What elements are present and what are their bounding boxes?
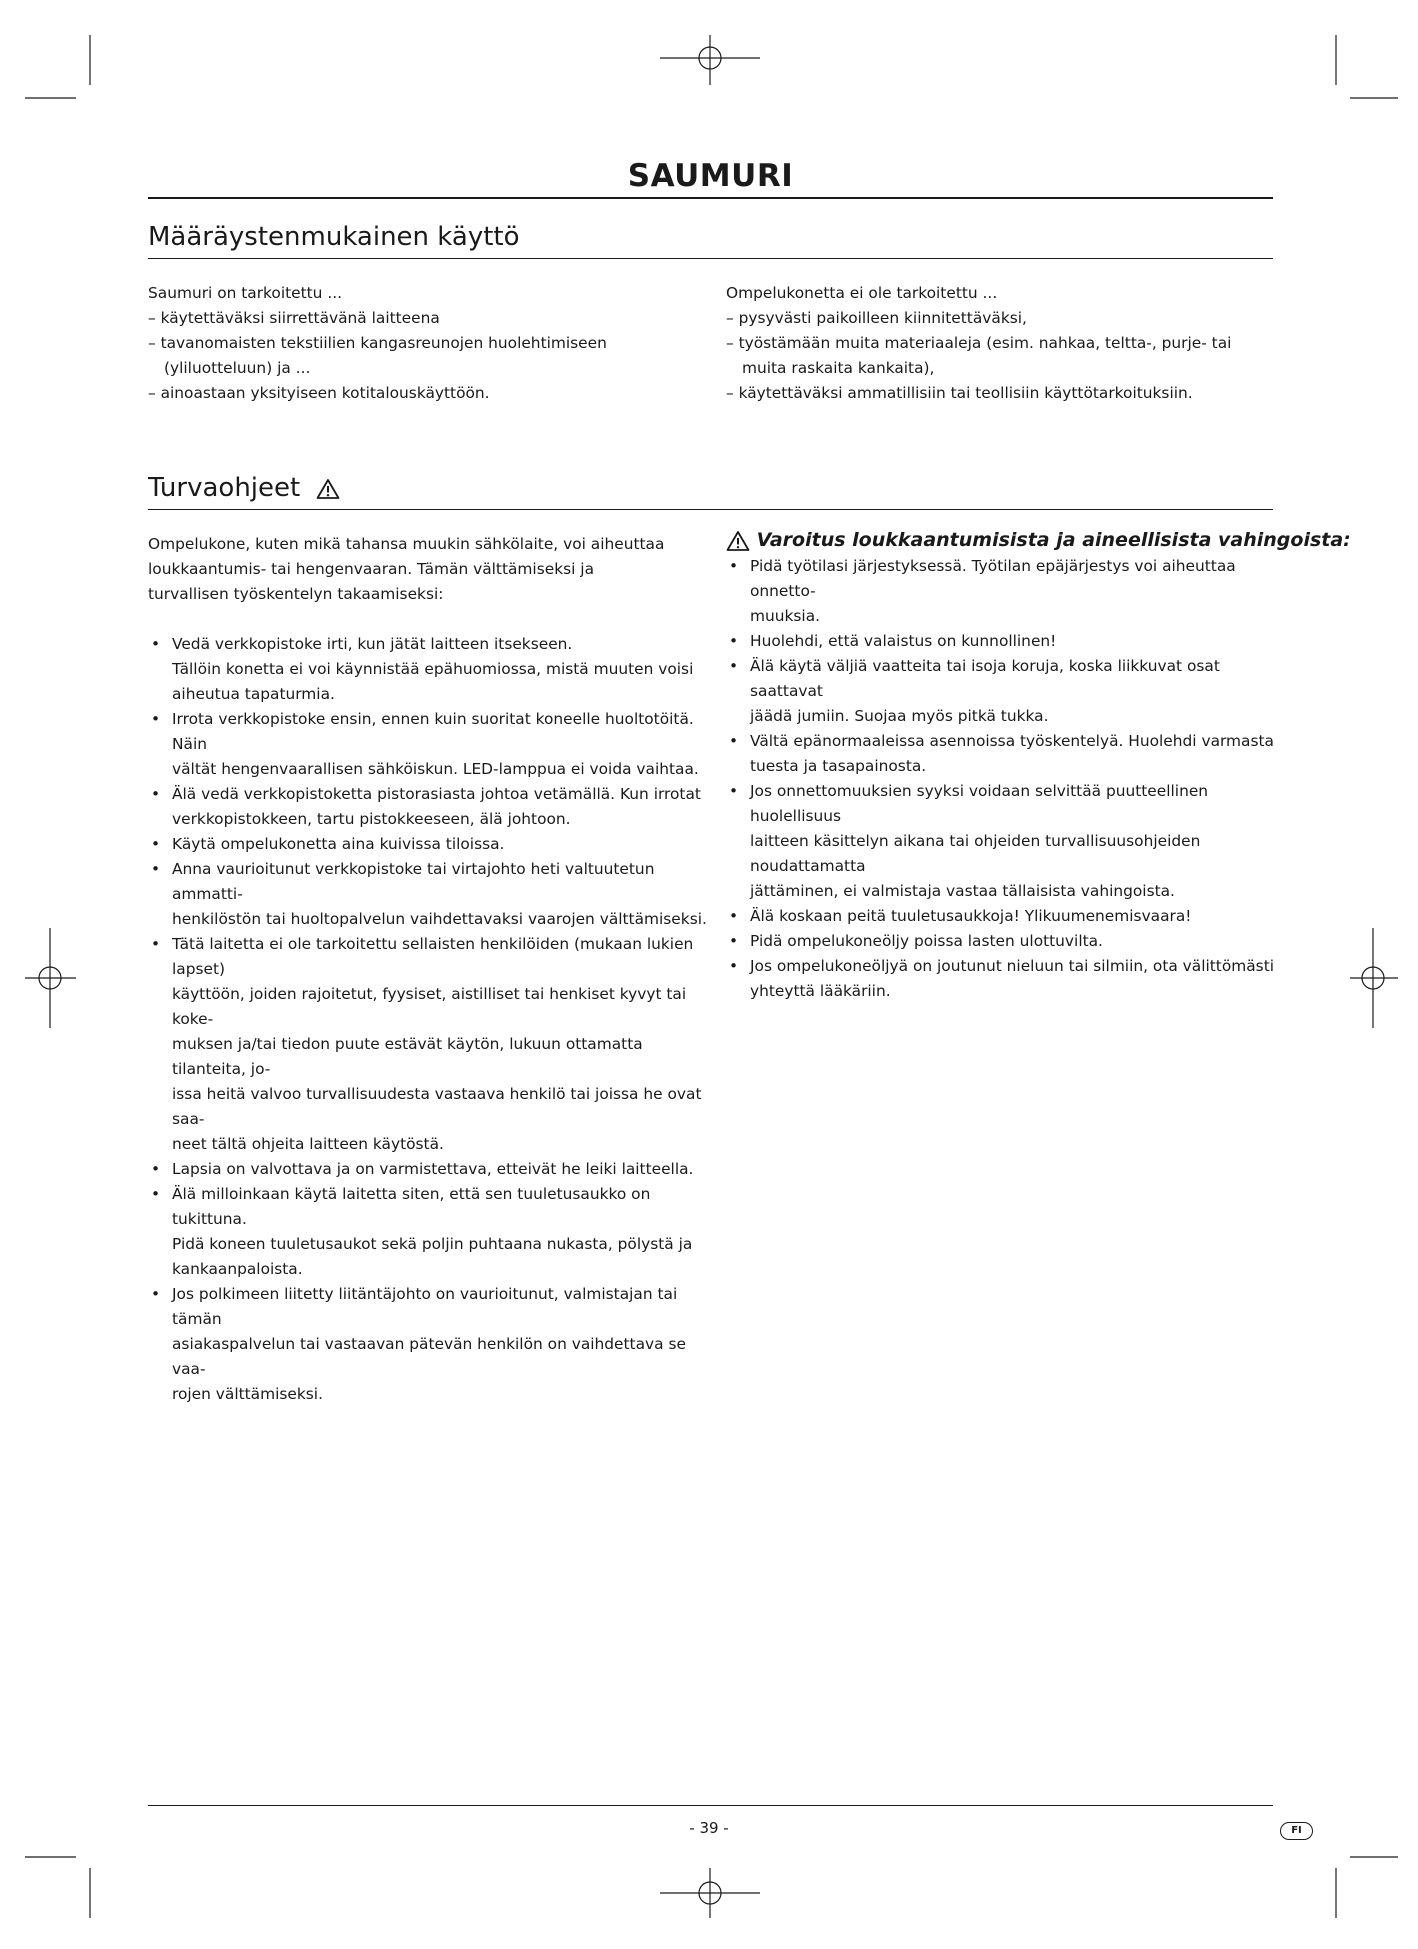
footer-rule <box>148 1805 1273 1806</box>
list-item-line: • Älä vedä verkkopistoketta pistorasiasta johtoa vetämällä. Kun irrotat <box>172 785 701 803</box>
intended-use-item: – käytettäväksi siirrettävänä laitteena <box>148 309 440 327</box>
intended-use-intro: Saumuri on tarkoitettu ... <box>148 284 343 302</box>
page-title: SAUMURI <box>627 158 794 194</box>
list-item-line: • Irrota verkkopistoke ensin, ennen kuin suoritat koneelle huoltotöitä. Näin <box>172 710 694 753</box>
list-item-line: • Älä käytä väljiä vaatteita tai isoja koruja, koska liikkuvat osat saattavat <box>750 657 1220 700</box>
list-item-line: käyttöön, joiden rajoitetut, fyysiset, aistilliset tai henkiset kyvyt tai koke- <box>172 985 687 1028</box>
list-item-line: • Pidä ompelukoneöljy poissa lasten ulottuvilta. <box>750 932 1103 950</box>
list-item-line: • Lapsia on valvottava ja on varmistettava, etteivät he leiki laitteella. <box>172 1160 694 1178</box>
list-item-line: Tällöin konetta ei voi käynnistää epähuomiossa, mistä muuten voisi <box>172 660 694 678</box>
not-intended-use-item: – käytettäväksi ammatillisiin tai teollisiin käyttötarkoituksiin. <box>726 384 1193 402</box>
list-item-line: vältät hengenvaarallisen sähköiskun. LED-lamppua ei voida vaihtaa. <box>172 760 699 778</box>
safety-intro-line: loukkaantumis- tai hengenvaaran. Tämän välttämiseksi ja <box>148 560 594 578</box>
safety-intro-line: Ompelukone, kuten mikä tahansa muukin sähkölaite, voi aiheuttaa <box>148 535 665 553</box>
registration-target-top <box>660 35 760 85</box>
list-item <box>148 1182 708 1282</box>
list-item <box>148 782 708 832</box>
safety-intro-line: turvallisen työskentelyn takaamiseksi: <box>148 585 444 603</box>
list-item <box>148 707 708 782</box>
list-item-line: rojen välttämiseksi. <box>172 1385 323 1403</box>
list-item-line: jättäminen, ei valmistaja vastaa tällaisista vahingoista. <box>750 882 1175 900</box>
warning-heading-text: Varoitus loukkaantumisista ja aineellisista vahingoista: <box>756 529 1351 551</box>
section-heading-intended-use: Määräystenmukainen käyttö <box>148 222 520 252</box>
list-item-line: • Anna vaurioitunut verkkopistoke tai virtajohto heti valtuutetun ammatti- <box>172 860 655 903</box>
list-item <box>148 932 708 1157</box>
list-item-line: issa heitä valvoo turvallisuudesta vastaava henkilö tai joissa he ovat saa- <box>172 1085 702 1128</box>
list-item <box>726 629 1286 654</box>
list-item-line: • Huolehdi, että valaistus on kunnollinen! <box>750 632 1057 650</box>
list-item-line: • Älä koskaan peitä tuuletusaukkoja! Ylikuumenemisvaara! <box>750 907 1192 925</box>
list-item-line: • Vältä epänormaaleissa asennoissa työskentelyä. Huolehdi varmasta <box>750 732 1274 750</box>
page-number: - 39 - <box>689 1819 729 1837</box>
not-intended-use-item: – pysyvästi paikoilleen kiinnitettäväksi, <box>726 309 1027 327</box>
list-item-line: • Älä milloinkaan käytä laitetta siten, että sen tuuletusaukko on tukittuna. <box>172 1185 651 1228</box>
list-item-line: jäädä jumiin. Suojaa myös pitkä tukka. <box>750 707 1049 725</box>
list-item <box>726 904 1286 929</box>
list-item <box>148 832 708 857</box>
list-item <box>148 1282 708 1407</box>
safety-right-bullet-list <box>726 554 1286 1004</box>
safety-intro <box>148 532 708 607</box>
section-rule-intended-use <box>148 258 1273 259</box>
list-item <box>726 654 1286 729</box>
list-item <box>726 954 1286 1004</box>
language-badge: FI <box>1280 1822 1313 1840</box>
list-item-line: Pidä koneen tuuletusaukot sekä poljin puhtaana nukasta, pölystä ja <box>172 1235 693 1253</box>
registration-target-right <box>1350 928 1398 1028</box>
intended-use-item: – tavanomaisten tekstiilien kangasreunojen huolehtimiseen (yliluotteluun) ja ... <box>148 334 607 377</box>
list-item-line: asiakaspalvelun tai vastaavan pätevän henkilön on vaihdettava se vaa- <box>172 1335 686 1378</box>
list-item-line: henkilöstön tai huoltopalvelun vaihdettavaksi vaarojen välttämiseksi. <box>172 910 707 928</box>
list-item-line: • Tätä laitetta ei ole tarkoitettu sellaisten henkilöiden (mukaan lukien lapset) <box>172 935 694 978</box>
list-item-line: • Jos ompelukoneöljyä on joutunut nieluun tai silmiin, ota välittömästi <box>750 957 1275 975</box>
warning-heading <box>726 526 1351 554</box>
list-item <box>148 857 708 932</box>
list-item-line: kankaanpaloista. <box>172 1260 303 1278</box>
safety-left-column <box>148 532 708 1407</box>
list-item-line: yhteyttä lääkäriin. <box>750 982 891 1000</box>
intended-use-left-column <box>148 281 718 406</box>
list-item <box>726 729 1286 779</box>
safety-left-bullet-list <box>148 632 708 1407</box>
list-item-line: neet tältä ohjeita laitteen käytöstä. <box>172 1135 444 1153</box>
list-item-line: • Käytä ompelukonetta aina kuivissa tiloissa. <box>172 835 505 853</box>
registration-target-left <box>25 928 76 1028</box>
section-heading-safety <box>148 473 340 503</box>
list-item-line: muksen ja/tai tiedon puute estävät käytön, lukuun ottamatta tilanteita, jo- <box>172 1035 643 1078</box>
list-item-line: • Vedä verkkopistoke irti, kun jätät laitteen itsekseen. <box>172 635 573 653</box>
section-rule-safety <box>148 509 1273 510</box>
list-item-line: tuesta ja tasapainosta. <box>750 757 927 775</box>
list-item <box>148 632 708 707</box>
registration-target-bottom <box>660 1868 760 1918</box>
not-intended-use-item: – työstämään muita materiaaleja (esim. nahkaa, teltta-, purje- tai muita raskaita kankaita), <box>726 334 1232 377</box>
safety-right-column <box>726 526 1351 1004</box>
list-item-line: • Jos polkimeen liitetty liitäntäjohto on vaurioitunut, valmistajan tai tämän <box>172 1285 678 1328</box>
list-item-line: • Jos onnettomuuksien syyksi voidaan selvittää puutteellinen huolellisuus <box>750 782 1209 825</box>
list-item <box>726 554 1286 629</box>
list-item-line: • Pidä työtilasi järjestyksessä. Työtilan epäjärjestys voi aiheuttaa onnetto- <box>750 557 1236 600</box>
list-item-line: muuksia. <box>750 607 821 625</box>
list-item-line: laitteen käsittelyn aikana tai ohjeiden turvallisuusohjeiden noudattamatta <box>750 832 1201 875</box>
warning-triangle-icon <box>316 478 340 500</box>
intended-use-item: – ainoastaan yksityiseen kotitalouskäyttöön. <box>148 384 490 402</box>
list-item-line: aiheutua tapaturmia. <box>172 685 335 703</box>
list-item <box>148 1157 708 1182</box>
list-item-line: verkkopistokkeen, tartu pistokkeeseen, älä johtoon. <box>172 810 571 828</box>
section-heading-safety-text: Turvaohjeet <box>148 473 301 503</box>
list-item <box>726 929 1286 954</box>
not-intended-use-right-column <box>726 281 1274 406</box>
list-item <box>726 779 1286 904</box>
warning-triangle-icon <box>726 530 750 552</box>
title-rule <box>148 197 1273 199</box>
not-intended-use-intro: Ompelukonetta ei ole tarkoitettu ... <box>726 284 998 302</box>
